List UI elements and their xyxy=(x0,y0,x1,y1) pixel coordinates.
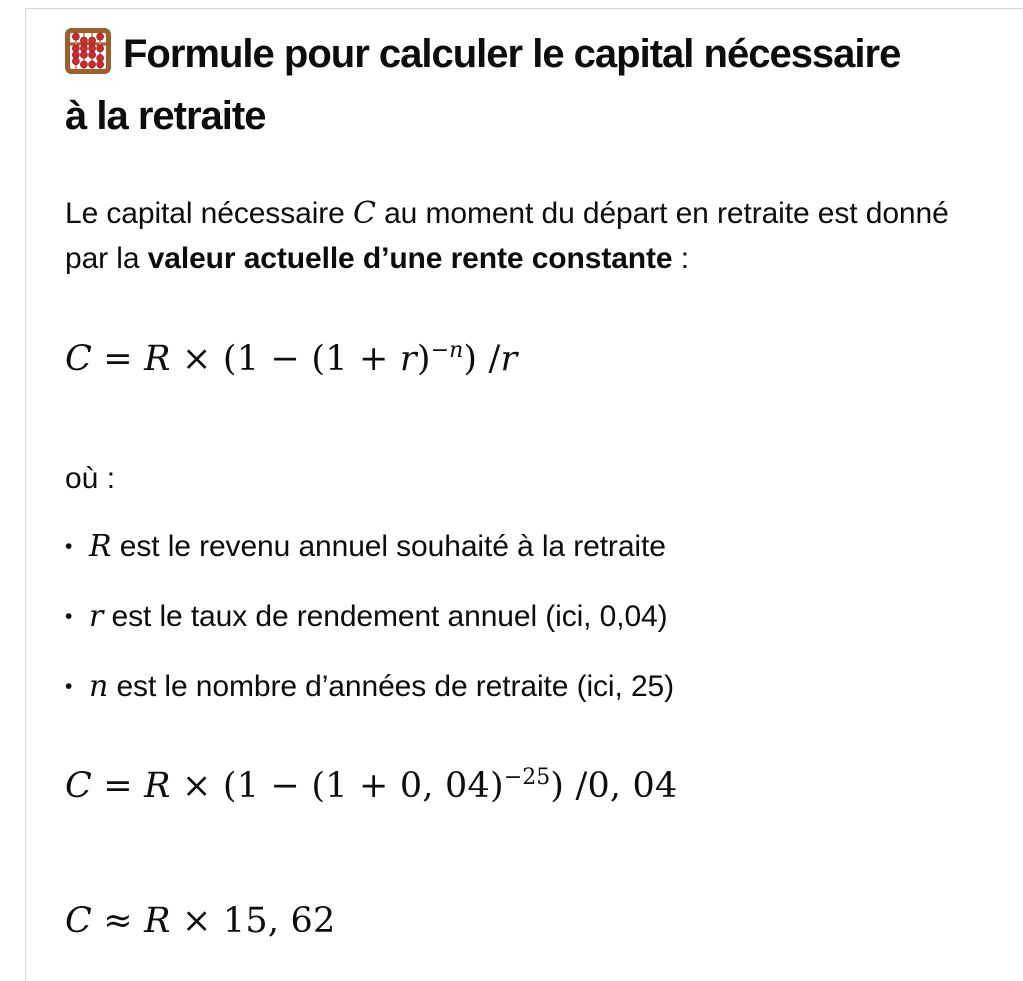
list-item xyxy=(65,524,978,569)
bullet-icon: • xyxy=(65,535,73,558)
list-item-text: n est le nombre d’années de retraite (ici, 25) xyxy=(89,669,675,704)
bullet-icon: • xyxy=(65,605,73,628)
variable-list xyxy=(65,524,978,709)
page-title xyxy=(65,23,978,147)
list-item xyxy=(65,594,978,639)
abacus-icon xyxy=(65,28,111,74)
formula-general: $C = R \times (1 - (1 + r)^{-n})$ /r xyxy=(65,338,518,379)
where-label: où : xyxy=(65,462,116,495)
list-item-text: R est le revenu annuel souhaité à la retraite xyxy=(89,529,666,564)
intro-paragraph: Le capital nécessaire C au moment du départ en retraite est donné par la valeur actuelle d’une rente constante : xyxy=(65,196,949,275)
bullet-icon: • xyxy=(65,675,73,698)
content-panel xyxy=(25,8,1023,981)
formula-numeric: C = R × (1 − (1 + 0, 04)$^{-25}$) /0, 04 xyxy=(65,765,678,806)
formula-result: C ≈ R × 15, 62 xyxy=(65,901,336,941)
title-line1: Formule pour calculer le capital nécessaire xyxy=(123,32,901,76)
list-item-text: r est le taux de rendement annuel (ici, 0,04) xyxy=(89,599,668,634)
title-line2: à la retraite xyxy=(65,94,266,138)
list-item xyxy=(65,664,978,709)
